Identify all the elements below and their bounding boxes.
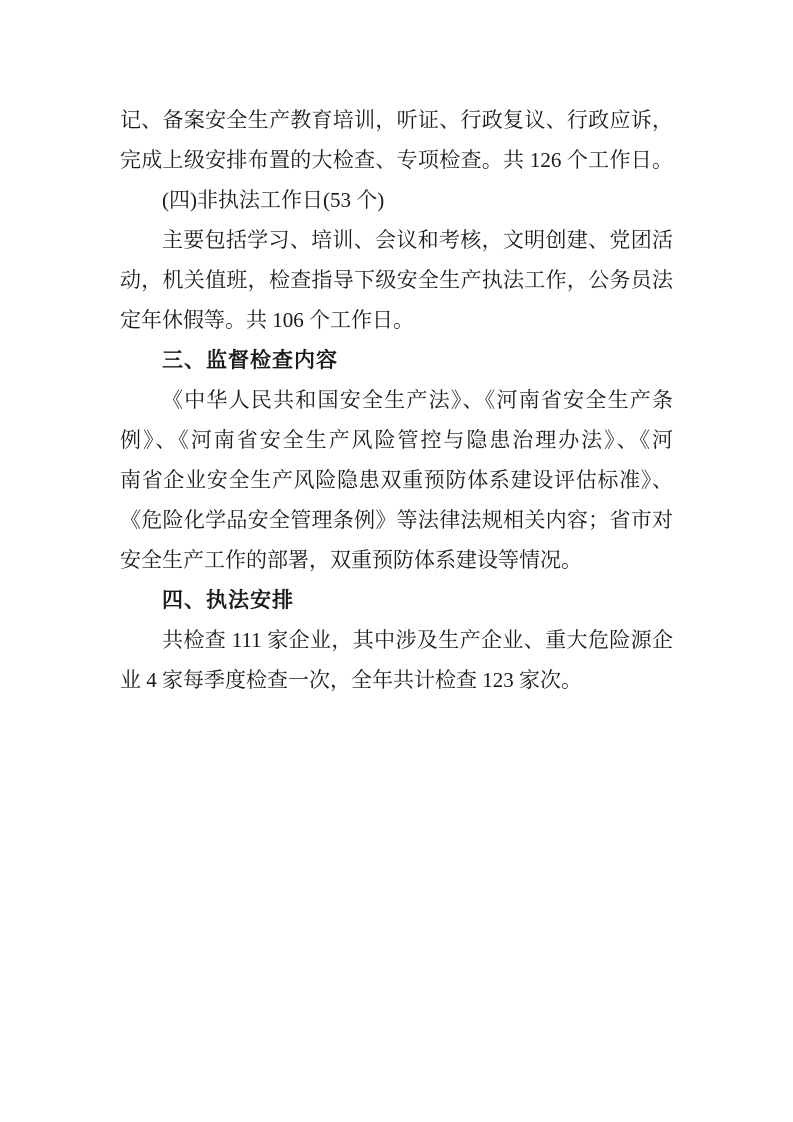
document-body [120, 100, 673, 700]
section-heading: 四、执法安排 [162, 588, 294, 612]
text-line: 例》、《河南省安全生产风险管控与隐患治理办法》、《河 [120, 428, 673, 452]
text-line: 定年休假等。共 106 个工作日。 [120, 308, 414, 332]
subsection-heading: (四)非执法工作日(53 个) [162, 188, 385, 212]
text-line: 《中华人民共和国安全生产法》、《河南省安全生产条 [162, 388, 673, 412]
text-line: 主要包括学习、培训、会议和考核，文明创建、党团活 [162, 228, 673, 252]
text-line: 业 4 家每季度检查一次，全年共计检查 123 家次。 [120, 668, 582, 692]
text-line: 记、备案安全生产教育培训，听证、行政复议、行政应诉， [120, 108, 673, 132]
text-line: 动，机关值班，检查指导下级安全生产执法工作，公务员法 [120, 268, 673, 292]
section-heading: 三、监督检查内容 [162, 348, 338, 372]
text-line: 完成上级安排布置的大检查、专项检查。共 126 个工作日。 [120, 148, 673, 172]
text-line: 共检查 111 家企业，其中涉及生产企业、重大危险源企 [162, 628, 673, 652]
text-line: 安全生产工作的部署，双重预防体系建设等情况。 [120, 548, 582, 572]
text-line: 南省企业安全生产风险隐患双重预防体系建设评估标准》、 [120, 468, 673, 492]
text-line: 《危险化学品安全管理条例》等法律法规相关内容；省市对 [120, 508, 673, 532]
